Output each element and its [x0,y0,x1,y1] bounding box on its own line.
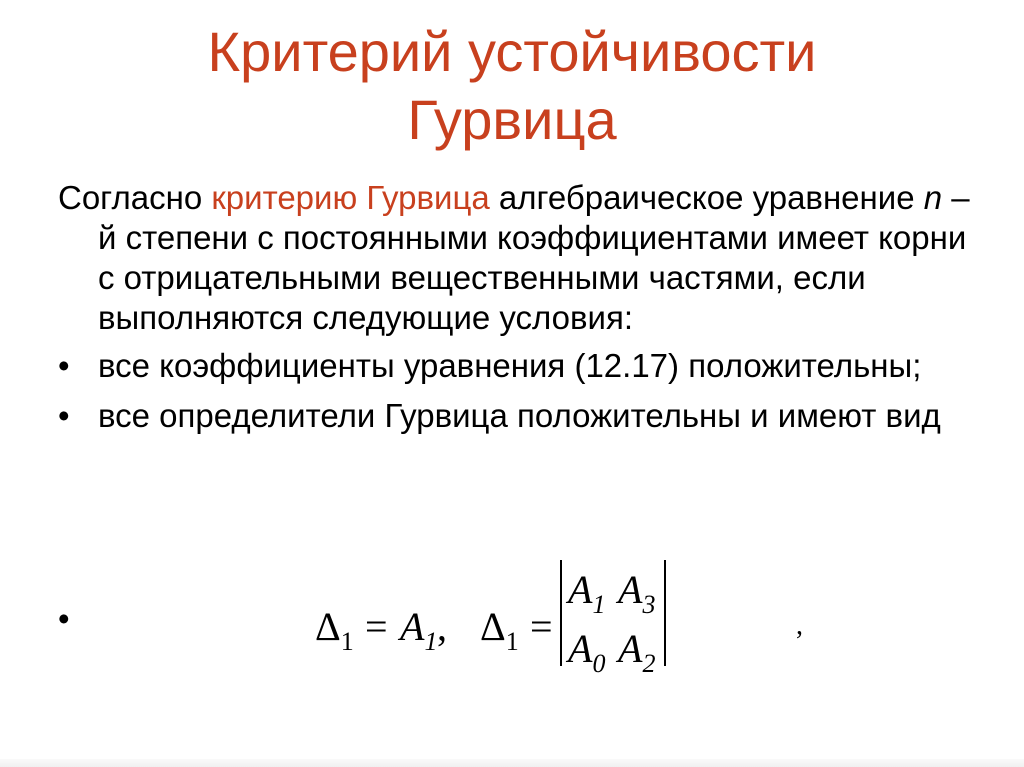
equals-sign-a: = [365,604,388,649]
comma-a: , [437,604,447,649]
intro-before: Согласно [58,179,212,216]
delta-symbol-b: $\Delta_1$ [480,604,519,656]
title-line-2: Гурвица [407,88,617,151]
matrix-a1: $A_1$ [568,567,606,619]
slide-body [58,178,988,446]
intro-paragraph [58,178,988,338]
delta-symbol-a: $\Delta_1$ [315,604,354,656]
intro-after-2: – й степени с постоянными коэффициентами имеет корни с отрицательными вещественными частями, если выполняются следующие условия: [98,179,970,336]
condition-item [58,396,988,436]
conditions-list [58,346,988,436]
coefficient-a1: $A_1$ [400,604,438,656]
determinant-right-bar [664,560,666,666]
title-line-1: Критерий устойчивости [207,20,817,83]
condition-text: все определители Гурвица положительны и имеют вид [98,397,941,434]
intro-after-1: алгебраическое уравнение [489,179,924,216]
condition-item [58,346,988,386]
trailing-comma: , [796,610,803,641]
equals-sign-b: = [530,604,553,649]
formula-bullet-marker: • [58,600,70,637]
matrix-a2: $A_2$ [618,626,656,678]
bullet-marker: • [58,397,70,434]
slide-title [0,18,1024,154]
matrix-a3: $A_3$ [618,567,656,619]
condition-text: все коэффициенты уравнения (12.17) положительны; [98,347,922,384]
intro-highlight: критерию Гурвица [211,179,490,216]
matrix-a0: $A_0$ [568,626,606,678]
intro-var-n: n [923,179,943,216]
determinant-left-bar [560,560,562,666]
bullet-marker: • [58,347,70,384]
